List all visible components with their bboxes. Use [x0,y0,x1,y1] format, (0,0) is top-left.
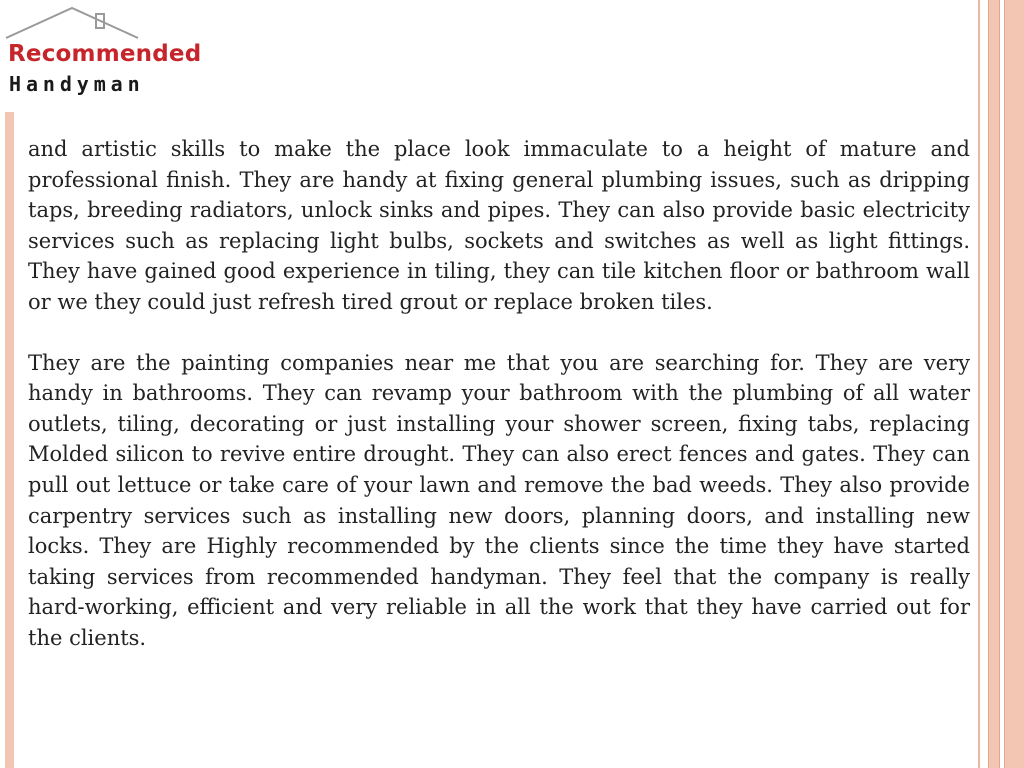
right-decorative-stripe [1004,0,1024,768]
left-accent-bar [5,112,14,768]
recommended-handyman-logo [4,4,202,100]
right-decorative-stripe [988,0,1000,768]
logo-text-handyman: Handyman [9,72,145,96]
paragraph: and artistic skills to make the place look immaculate to a height of mature and professional finish. They are handy at fixing general plumbing issues, such as dripping taps, breeding radiators, unlock sinks and pipes. They can also provide basic electricity services such as replacing light bulbs, sockets and switches as well as light fittings. They have gained good experience in tiling, they can tile kitchen floor or bathroom wall or we they could just refresh tired grout or replace broken tiles. [28,137,970,314]
paragraph: They are the painting companies near me that you are searching for. They are very handy in bathrooms. They can revamp your bathroom with the plumbing of all water outlets, tiling, decorating or just installing your shower screen, fixing tabs, replacing Molded silicon to revive entire drought. They can also erect fences and gates. They can pull out lettuce or take care of your lawn and remove the bad weeds. They also provide carpentry services such as installing new doors, planning doors, and installing new locks. They are Highly recommended by the clients since the time they have started taking services from recommended handyman. They feel that the company is really hard-working, efficient and very reliable in all the work that they have carried out for the clients. [28,350,970,650]
right-decorative-stripe [978,0,980,768]
body-text [28,134,970,654]
house-roof-icon [4,4,194,44]
logo-text-recommended: Recommended [8,41,202,67]
